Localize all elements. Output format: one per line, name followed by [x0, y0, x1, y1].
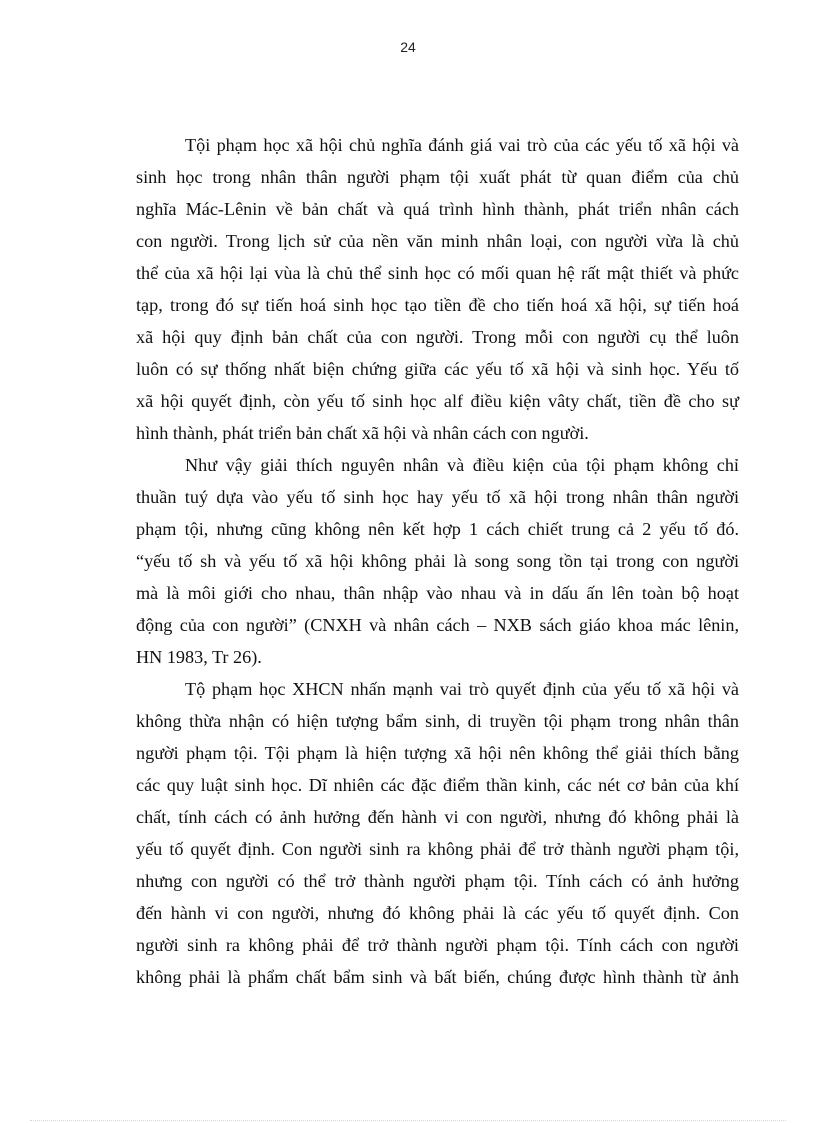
text-line: thuần tuý dựa vào yếu tố sinh học hay yếu tố xã hội trong nhân thân người — [136, 487, 739, 507]
text-line: không phải là phẩm chất bẩm sinh và bất biến, chúng được hình thành từ ảnh — [136, 967, 739, 987]
text-line: HN 1983, Tr 26). — [136, 647, 262, 667]
text-line: xã hội quyết định, còn yếu tố sinh học alf điều kiện vâty chất, tiền đề cho sự — [136, 391, 739, 411]
text-line: người sinh ra không phải để trở thành người phạm tội. Tính cách con người — [136, 935, 739, 955]
text-line: luôn có sự thống nhất biện chứng giữa các yếu tố xã hội và sinh học. Yếu tố — [136, 359, 739, 379]
text-line: xã hội quy định bản chất của con người. Trong mỗi con người cụ thể luôn — [136, 327, 739, 347]
text-line: nghĩa Mác-Lênin về bản chất và quá trình hình thành, phát triển nhân cách — [136, 199, 739, 219]
text-line: động của con người” (CNXH và nhân cách – NXB sách giáo khoa mác lênin, — [136, 615, 739, 635]
text-line: Tộ phạm học XHCN nhấn mạnh vai trò quyết định của yếu tố xã hội và — [185, 679, 739, 699]
text-line: không thừa nhận có hiện tượng bẩm sinh, di truyền tội phạm trong nhân thân — [136, 711, 739, 731]
page-bottom-rule — [30, 1120, 786, 1121]
text-line: “yếu tố sh và yếu tố xã hội không phải là song song tồn tại trong con người — [136, 551, 739, 571]
text-line: Như vậy giải thích nguyên nhân và điều kiện của tội phạm không chỉ — [185, 455, 739, 475]
text-line: Tội phạm học xã hội chủ nghĩa đánh giá vai trò của các yếu tố xã hội và — [185, 135, 739, 155]
text-line: mà là môi giới cho nhau, thân nhập vào nhau và in dấu ấn lên toàn bộ hoạt — [136, 583, 739, 603]
text-line: thể của xã hội lại vùa là chủ thể sinh học có mối quan hệ rất mật thiết và phức — [136, 263, 739, 283]
paragraph-1 — [136, 129, 739, 449]
text-line: tạp, trong đó sự tiến hoá sinh học tạo tiền đề cho tiến hoá xã hội, sự tiến hoá — [136, 295, 739, 315]
body-text — [136, 129, 739, 993]
text-line: nhưng con người có thể trở thành người phạm tội. Tính cách có ảnh hưởng — [136, 871, 739, 891]
text-line: người phạm tội. Tội phạm là hiện tượng xã hội nên không thể giải thích bằng — [136, 743, 739, 763]
text-line: con người. Trong lịch sử của nền văn minh nhân loại, con người vừa là chủ — [136, 231, 739, 251]
paragraph-2 — [136, 449, 739, 673]
page-number: 24 — [400, 39, 416, 55]
text-line: sinh học trong nhân thân người phạm tội xuất phát từ quan điểm của chủ — [136, 167, 739, 187]
text-line: các quy luật sinh học. Dĩ nhiên các đặc điểm thần kinh, các nét cơ bản của khí — [136, 775, 739, 795]
text-line: đến hành vi con người, nhưng đó không phải là các yếu tố quyết định. Con — [136, 903, 739, 923]
text-line: chất, tính cách có ảnh hưởng đến hành vi con người, nhưng đó không phải là — [136, 807, 739, 827]
text-line: phạm tội, nhưng cũng không nên kết hợp 1 cách chiết trung cả 2 yếu tố đó. — [136, 519, 739, 539]
text-line: hình thành, phát triển bản chất xã hội và nhân cách con người. — [136, 423, 589, 443]
paragraph-3 — [136, 673, 739, 993]
text-line: yếu tố quyết định. Con người sinh ra không phải để trở thành người phạm tội, — [136, 839, 739, 859]
